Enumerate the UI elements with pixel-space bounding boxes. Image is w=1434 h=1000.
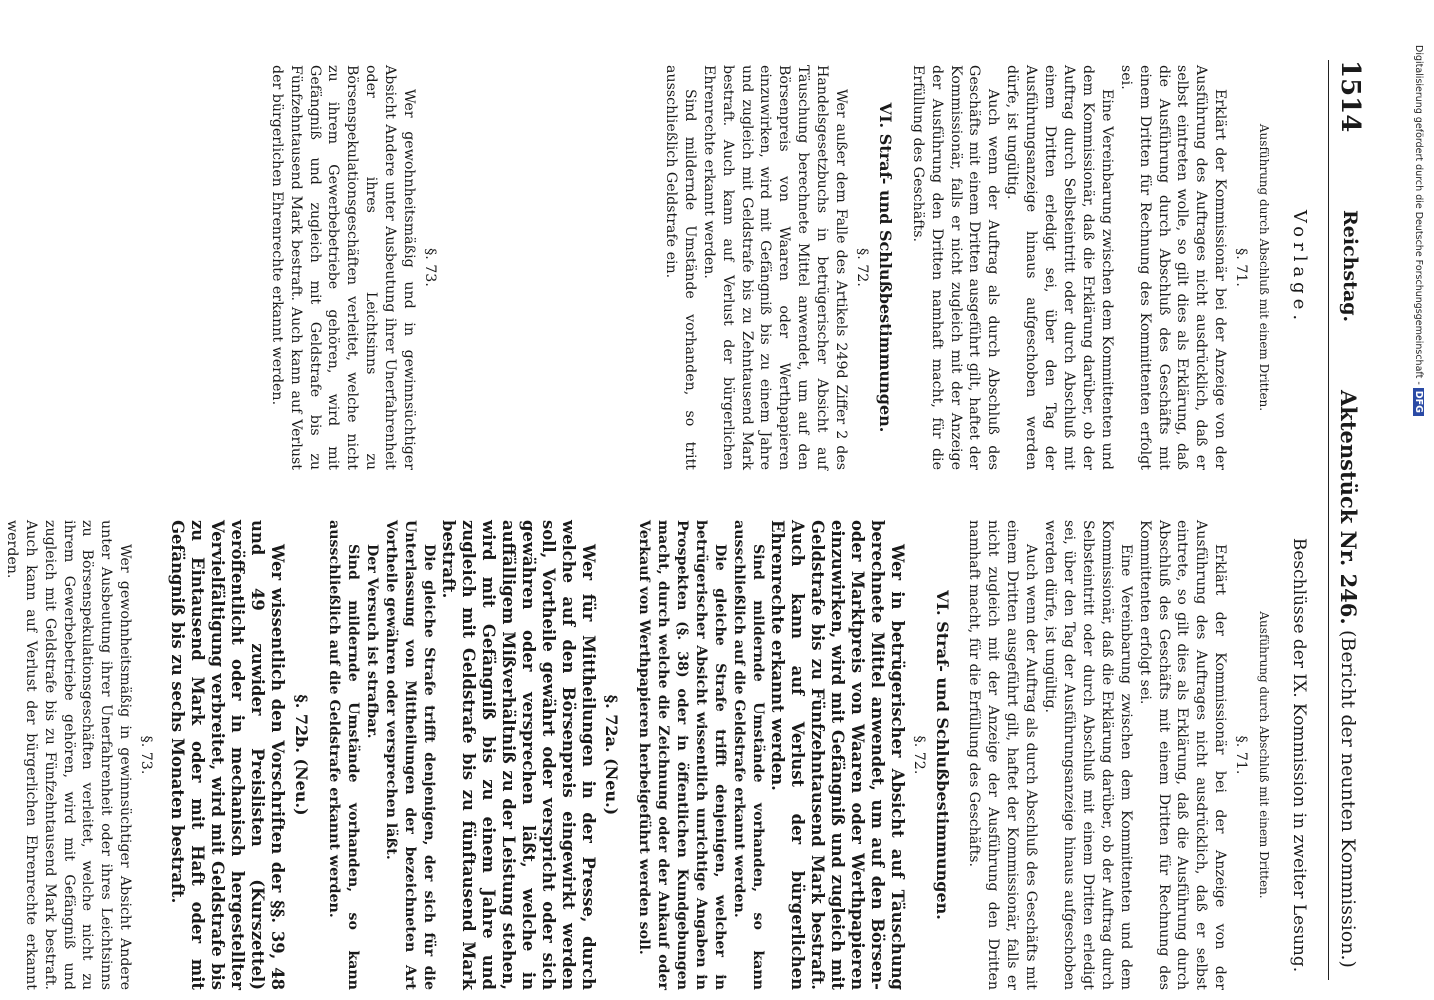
paragraph-amended: Die gleiche Strafe trifft denjenigen, der sich für die Unterlassung von Mittheilungen der bezeichneten Art Vortheile gewähren oder versprechen läßt.: [382, 520, 437, 990]
paragraph: Wer außer dem Falle des Artikels 249d Ziffer 2 des Handelsgesetzbuchs in betrügerischer Absicht auf Täuschung berechnete Mittel anwendet, um auf den Börsenpreis von Waaren oder Werthpapieren einzuwirken, wird mit Gefängniß bis zu einem Jahre und zugleich mit Geldstrafe bis zu Zehntausend Mark bestraft. Auch kann auf Verlust der bürgerlichen Ehrenrechte erkannt werden.: [700, 65, 850, 470]
paragraph: Eine Vereinbarung zwischen dem Kommittenten und dem Kommissionär, daß die Erklärung darüber, ob der Auftrag durch Selbsteintritt oder durch Abschluß mit einem Dritten erledigt sei, über den Tag der Ausführungsanzeige hinaus aufgeschoben werden dürfe, ist ungültig.: [1042, 520, 1134, 990]
page-number: 1514: [1335, 60, 1365, 133]
column-title: Beschlüsse der IX. Kommission in zweiter Lesung.: [1289, 537, 1309, 973]
section-subtitle: Ausführung durch Abschluß mit einem Dritten.: [1257, 123, 1272, 412]
paragraph-amended: Der Versuch ist strafbar.: [363, 544, 380, 739]
section-number-new: §. 72a. (Neu.): [602, 694, 622, 816]
section-number: §. 72.: [853, 248, 870, 287]
section-number-new: §. 72b. (Neu.): [292, 694, 312, 816]
column-vorlage: [267, 65, 1320, 470]
part-heading: VI. Straf- und Schlußbestimmungen.: [932, 590, 952, 920]
paragraph-amended: Wer wissentlich den Vorschriften der §§. 39, 48 und 49 zuwider Preislisten (Kurszettel) veröffentlicht oder in mechanisch hergestellter Vervielfältigung verbreitet, wird mit Geldstrafe bis zu Eintausend Mark oder mit Haft oder mit Gefängniß bis zu sechs Monaten bestraft.: [168, 520, 288, 990]
section-number: §. 73.: [138, 735, 155, 775]
header-rule: [1328, 60, 1329, 980]
column-title: Vorlage.: [1289, 209, 1310, 326]
digitization-note: [1413, 45, 1424, 416]
header-aktenstueck: Aktenstück Nr. 246.: [1336, 390, 1361, 625]
paragraph: Eine Vereinbarung zwischen dem Kommittenten und dem Kommissionär, daß die Erklärung darüber, ob der Auftrag durch Selbsteintritt oder durch Abschluß mit einem Dritten erledigt sei, über den Tag der Ausführungsanzeige hinaus aufgeschoben werden dürfe, ist ungültig.: [1004, 65, 1115, 470]
section-number: §. 73.: [422, 248, 438, 287]
paragraph-amended: Sind mildernde Umstände vorhanden, so kann ausschließlich auf die Geldstrafe erkannt werden.: [326, 520, 361, 990]
running-header: [1325, 60, 1365, 980]
paragraph: Auch wenn der Auftrag als durch Abschluß des Geschäfts mit einem Dritten ausgeführt gilt, haftet der Kommissionär, falls er nicht zugleich mit der Anzeige der Ausführung den Dritten namhaft macht, für die Erfüllung des Geschäfts.: [909, 65, 1002, 470]
paragraph-amended: Die gleiche Strafe trifft denjenigen, welcher in betrügerischer Absicht wissentlich unrichtige Angaben in Prospekten (§. 38) oder in öffentlichen Kundgebungen macht, durch welche die Zeichnung oder der Ankauf oder Verkauf von Werthpapieren herbeigeführt werden soll.: [636, 520, 728, 990]
spacer: [441, 65, 661, 470]
paragraph-amended: Sind mildernde Umstände vorhanden, so kann ausschließlich auf die Geldstrafe erkannt werden.: [730, 520, 766, 990]
paragraph: Erklärt der Kommissionär bei der Anzeige von der Ausführung des Auftrages nicht ausdrücklich, daß er selbst eintreten wolle, so gilt dies als Erklärung, daß die Ausführung durch Abschluß des Geschäfts mit einem Dritten für Rechnung des Kommittenten erfolgt sei.: [1117, 65, 1229, 470]
column-beschluesse: [2, 520, 1320, 990]
paragraph: Wer gewohnheitsmäßig in gewinnsüchtiger Absicht Andere unter Ausbeutung ihrer Unerfahrenheit oder ihres Leichtsinns zu Börsenspekulationsgeschäften verleitet, welche nicht zu ihrem Gewerbebetriebe gehören, wird mit Gefängniß und zugleich mit Geldstrafe bis zu Fünfzehntausend Mark bestraft. Auch kann auf Verlust der bürgerlichen Ehrenrechte erkannt werden.: [3, 520, 134, 990]
part-heading: VI. Straf- und Schlußbestimmungen.: [875, 102, 895, 433]
section-subtitle: Ausführung durch Abschluß mit einem Dritten.: [1257, 611, 1272, 899]
section-number: §. 72.: [910, 735, 927, 775]
dfg-logo: DFG: [1413, 388, 1424, 416]
paragraph: Auch wenn der Auftrag als durch Abschluß des Geschäfts mit einem Dritten ausgeführt gilt, haftet der Kommissionär, falls er nicht zugleich mit der Anzeige der Ausführung den Dritten namhaft macht, für die Erfüllung des Geschäfts.: [966, 520, 1040, 990]
paragraph: Wer gewohnheitsmäßig und in gewinnsüchtiger Absicht Andere unter Ausbeutung ihrer Unerfahrenheit oder ihres Leichtsinns zu Börsenspekulationsgeschäften verleitet, welche nicht zu ihrem Gewerbebetriebe gehören, wird mit Gefängniß und zugleich mit Geldstrafe bis zu Fünfzehntausend Mark bestraft. Auch kann auf Verlust der bürgerlichen Ehrenrechte erkannt werden.: [268, 65, 418, 470]
header-bericht: (Bericht der neunten Kommission.): [1337, 630, 1359, 968]
section-number: §. 71.: [1233, 735, 1250, 775]
header-reichstag: Reichstag.: [1339, 210, 1361, 323]
digitization-text: Digitalisierung gefördert durch die Deutsche Forschungsgemeinschaft -: [1413, 45, 1424, 385]
paragraph-amended: Wer in betrügerischer Absicht auf Täuschung berechnete Mittel anwendet, um auf den Börsen- oder Marktpreis von Waaren oder Werthpapieren einzuwirken, wird mit Gefängniß und zugleich mit Geldstrafe bis zu Fünfzehntausend Mark bestraft. Auch kann auf Verlust der bürgerlichen Ehrenrechte erkannt werden.: [767, 520, 907, 990]
paragraph: Sind mildernde Umstände vorhanden, so tritt ausschließlich Geldstrafe ein.: [662, 65, 698, 470]
section-number: §. 71.: [1233, 248, 1250, 287]
paragraph: Erklärt der Kommissionär bei der Anzeige von der Ausführung des Auftrages nicht ausdrücklich, daß er selbst eintrete, so gilt dies als Erklärung, daß die Ausführung durch Abschluß des Geschäfts mit einem Dritten für Rechnung des Kommittenten erfolgt sei.: [1136, 520, 1229, 990]
paragraph-amended: Wer für Mittheilungen in der Presse, durch welche auf den Börsenpreis eingewirkt werden soll, Vortheile gewährt oder verspricht oder sich gewähren oder versprechen läßt, welche in auffälligem Mißverhältniß zu der Leistung stehen, wird mit Gefängniß bis zu einem Jahre und zugleich mit Geldstrafe bis zu fünftausend Mark bestraft.: [438, 520, 598, 990]
